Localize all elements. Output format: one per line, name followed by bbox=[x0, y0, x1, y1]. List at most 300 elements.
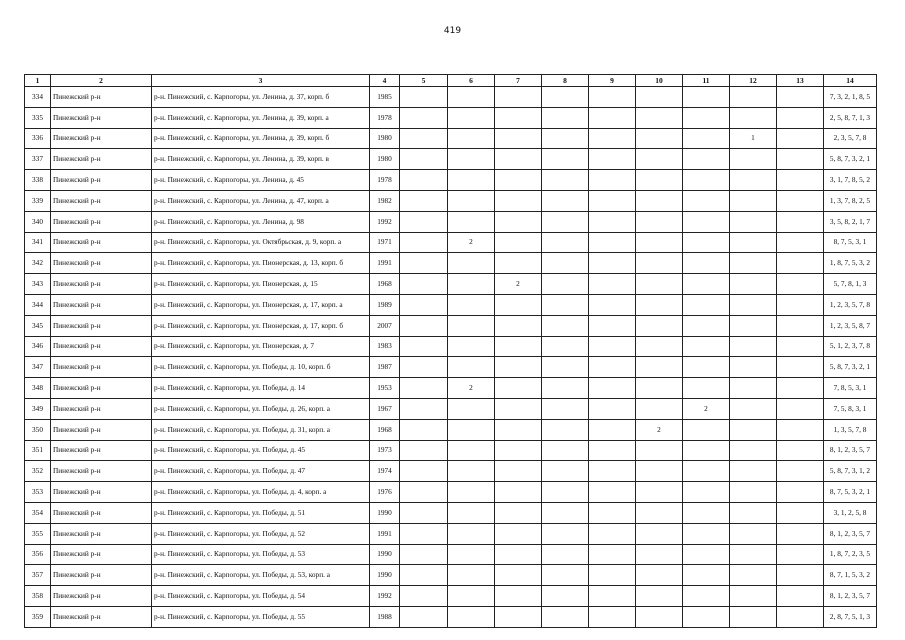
value-cell-col7 bbox=[495, 482, 542, 503]
value-cell-col11 bbox=[683, 357, 730, 378]
value-cell-col9 bbox=[589, 274, 636, 295]
value-cell-col11 bbox=[683, 419, 730, 440]
value-cell-col9 bbox=[589, 253, 636, 274]
value-cell-col7 bbox=[495, 149, 542, 170]
value-cell-col6: 2 bbox=[448, 378, 495, 399]
codes-cell: 1, 2, 3, 5, 8, 7 bbox=[824, 315, 877, 336]
year-cell: 1967 bbox=[370, 398, 400, 419]
value-cell-col5 bbox=[400, 211, 448, 232]
value-cell-col8 bbox=[542, 170, 589, 191]
value-cell-col9 bbox=[589, 378, 636, 399]
value-cell-col7 bbox=[495, 378, 542, 399]
district-cell: Пинежский р-н bbox=[51, 502, 152, 523]
value-cell-col12 bbox=[730, 274, 777, 295]
codes-cell: 7, 5, 8, 3, 1 bbox=[824, 398, 877, 419]
value-cell-col13 bbox=[777, 294, 824, 315]
row-number-cell: 341 bbox=[25, 232, 51, 253]
column-header-7: 7 bbox=[495, 75, 542, 87]
value-cell-col7 bbox=[495, 419, 542, 440]
address-cell: р-н. Пинежский, с. Карпогоры, ул. Победы, д. 51 bbox=[152, 502, 370, 523]
address-cell: р-н. Пинежский, с. Карпогоры, ул. Победы, д. 54 bbox=[152, 586, 370, 607]
address-cell: р-н. Пинежский, с. Карпогоры, ул. Победы, д. 31, корп. а bbox=[152, 419, 370, 440]
value-cell-col10 bbox=[636, 107, 683, 128]
address-cell: р-н. Пинежский, с. Карпогоры, ул. Ленина, д. 45 bbox=[152, 170, 370, 191]
codes-cell: 2, 3, 5, 7, 8 bbox=[824, 128, 877, 149]
row-number-cell: 343 bbox=[25, 274, 51, 295]
year-cell: 1991 bbox=[370, 523, 400, 544]
value-cell-col12 bbox=[730, 502, 777, 523]
value-cell-col8 bbox=[542, 357, 589, 378]
value-cell-col13 bbox=[777, 336, 824, 357]
value-cell-col12 bbox=[730, 190, 777, 211]
codes-cell: 8, 1, 2, 3, 5, 7 bbox=[824, 586, 877, 607]
value-cell-col13 bbox=[777, 461, 824, 482]
value-cell-col8 bbox=[542, 274, 589, 295]
value-cell-col5 bbox=[400, 461, 448, 482]
address-cell: р-н. Пинежский, с. Карпогоры, ул. Ленина, д. 98 bbox=[152, 211, 370, 232]
value-cell-col10 bbox=[636, 336, 683, 357]
value-cell-col13 bbox=[777, 315, 824, 336]
value-cell-col10 bbox=[636, 586, 683, 607]
year-cell: 1978 bbox=[370, 107, 400, 128]
value-cell-col8 bbox=[542, 294, 589, 315]
value-cell-col6 bbox=[448, 606, 495, 627]
value-cell-col11 bbox=[683, 440, 730, 461]
address-cell: р-н. Пинежский, с. Карпогоры, ул. Победы, д. 14 bbox=[152, 378, 370, 399]
column-header-13: 13 bbox=[777, 75, 824, 87]
value-cell-col12 bbox=[730, 107, 777, 128]
table-row bbox=[25, 419, 877, 440]
value-cell-col6 bbox=[448, 190, 495, 211]
value-cell-col6 bbox=[448, 149, 495, 170]
value-cell-col6 bbox=[448, 87, 495, 108]
year-cell: 1978 bbox=[370, 170, 400, 191]
table-row bbox=[25, 336, 877, 357]
column-header-1: 1 bbox=[25, 75, 51, 87]
codes-cell: 5, 8, 7, 3, 2, 1 bbox=[824, 357, 877, 378]
row-number-cell: 348 bbox=[25, 378, 51, 399]
value-cell-col6 bbox=[448, 482, 495, 503]
value-cell-col5 bbox=[400, 253, 448, 274]
district-cell: Пинежский р-н bbox=[51, 232, 152, 253]
column-header-3: 3 bbox=[152, 75, 370, 87]
district-cell: Пинежский р-н bbox=[51, 336, 152, 357]
row-number-cell: 347 bbox=[25, 357, 51, 378]
value-cell-col7 bbox=[495, 565, 542, 586]
district-cell: Пинежский р-н bbox=[51, 87, 152, 108]
value-cell-col7 bbox=[495, 128, 542, 149]
row-number-cell: 350 bbox=[25, 419, 51, 440]
value-cell-col9 bbox=[589, 606, 636, 627]
value-cell-col10 bbox=[636, 170, 683, 191]
value-cell-col12 bbox=[730, 253, 777, 274]
table-row bbox=[25, 253, 877, 274]
value-cell-col6 bbox=[448, 107, 495, 128]
value-cell-col13 bbox=[777, 253, 824, 274]
row-number-cell: 340 bbox=[25, 211, 51, 232]
year-cell: 1976 bbox=[370, 482, 400, 503]
table-row bbox=[25, 586, 877, 607]
value-cell-col8 bbox=[542, 336, 589, 357]
year-cell: 1968 bbox=[370, 274, 400, 295]
table-row bbox=[25, 128, 877, 149]
table-row bbox=[25, 357, 877, 378]
value-cell-col6 bbox=[448, 294, 495, 315]
value-cell-col11 bbox=[683, 128, 730, 149]
value-cell-col13 bbox=[777, 107, 824, 128]
value-cell-col8 bbox=[542, 565, 589, 586]
value-cell-col5 bbox=[400, 170, 448, 191]
value-cell-col11 bbox=[683, 544, 730, 565]
value-cell-col11 bbox=[683, 482, 730, 503]
value-cell-col5 bbox=[400, 502, 448, 523]
district-cell: Пинежский р-н bbox=[51, 107, 152, 128]
value-cell-col8 bbox=[542, 398, 589, 419]
value-cell-col6 bbox=[448, 211, 495, 232]
row-number-cell: 346 bbox=[25, 336, 51, 357]
value-cell-col8 bbox=[542, 419, 589, 440]
value-cell-col13 bbox=[777, 502, 824, 523]
value-cell-col9 bbox=[589, 190, 636, 211]
value-cell-col13 bbox=[777, 190, 824, 211]
value-cell-col11 bbox=[683, 378, 730, 399]
value-cell-col8 bbox=[542, 107, 589, 128]
address-cell: р-н. Пинежский, с. Карпогоры, ул. Победы, д. 10, корп. б bbox=[152, 357, 370, 378]
value-cell-col6 bbox=[448, 502, 495, 523]
table-row bbox=[25, 502, 877, 523]
row-number-cell: 356 bbox=[25, 544, 51, 565]
district-cell: Пинежский р-н bbox=[51, 149, 152, 170]
value-cell-col6 bbox=[448, 440, 495, 461]
value-cell-col10 bbox=[636, 606, 683, 627]
value-cell-col11 bbox=[683, 586, 730, 607]
row-number-cell: 339 bbox=[25, 190, 51, 211]
value-cell-col8 bbox=[542, 149, 589, 170]
value-cell-col10 bbox=[636, 294, 683, 315]
value-cell-col11 bbox=[683, 606, 730, 627]
value-cell-col9 bbox=[589, 107, 636, 128]
value-cell-col12 bbox=[730, 523, 777, 544]
year-cell: 1980 bbox=[370, 149, 400, 170]
value-cell-col9 bbox=[589, 461, 636, 482]
district-cell: Пинежский р-н bbox=[51, 378, 152, 399]
address-cell: р-н. Пинежский, с. Карпогоры, ул. Пионерская, д. 15 bbox=[152, 274, 370, 295]
value-cell-col6 bbox=[448, 253, 495, 274]
codes-cell: 2, 8, 7, 5, 1, 3 bbox=[824, 606, 877, 627]
value-cell-col6: 2 bbox=[448, 232, 495, 253]
district-cell: Пинежский р-н bbox=[51, 211, 152, 232]
value-cell-col8 bbox=[542, 461, 589, 482]
district-cell: Пинежский р-н bbox=[51, 294, 152, 315]
value-cell-col7 bbox=[495, 544, 542, 565]
value-cell-col5 bbox=[400, 586, 448, 607]
table-row bbox=[25, 606, 877, 627]
codes-cell: 1, 8, 7, 2, 3, 5 bbox=[824, 544, 877, 565]
value-cell-col10 bbox=[636, 502, 683, 523]
row-number-cell: 338 bbox=[25, 170, 51, 191]
value-cell-col9 bbox=[589, 565, 636, 586]
table-row bbox=[25, 482, 877, 503]
table-row bbox=[25, 87, 877, 108]
column-header-11: 11 bbox=[683, 75, 730, 87]
value-cell-col10 bbox=[636, 315, 683, 336]
value-cell-col8 bbox=[542, 128, 589, 149]
codes-cell: 5, 8, 7, 3, 2, 1 bbox=[824, 149, 877, 170]
codes-cell: 1, 3, 7, 8, 2, 5 bbox=[824, 190, 877, 211]
address-cell: р-н. Пинежский, с. Карпогоры, ул. Победы, д. 53 bbox=[152, 544, 370, 565]
address-cell: р-н. Пинежский, с. Карпогоры, ул. Ленина, д. 37, корп. б bbox=[152, 87, 370, 108]
address-cell: р-н. Пинежский, с. Карпогоры, ул. Победы, д. 47 bbox=[152, 461, 370, 482]
address-cell: р-н. Пинежский, с. Карпогоры, ул. Победы, д. 55 bbox=[152, 606, 370, 627]
codes-cell: 3, 1, 7, 8, 5, 2 bbox=[824, 170, 877, 191]
value-cell-col10 bbox=[636, 398, 683, 419]
value-cell-col7 bbox=[495, 211, 542, 232]
value-cell-col5 bbox=[400, 149, 448, 170]
row-number-cell: 357 bbox=[25, 565, 51, 586]
value-cell-col13 bbox=[777, 606, 824, 627]
value-cell-col10 bbox=[636, 232, 683, 253]
row-number-cell: 344 bbox=[25, 294, 51, 315]
address-cell: р-н. Пинежский, с. Карпогоры, ул. Пионерская, д. 7 bbox=[152, 336, 370, 357]
value-cell-col8 bbox=[542, 586, 589, 607]
value-cell-col9 bbox=[589, 232, 636, 253]
codes-cell: 8, 7, 5, 3, 1 bbox=[824, 232, 877, 253]
codes-cell: 2, 5, 8, 7, 1, 3 bbox=[824, 107, 877, 128]
value-cell-col8 bbox=[542, 211, 589, 232]
row-number-cell: 358 bbox=[25, 586, 51, 607]
value-cell-col12 bbox=[730, 378, 777, 399]
value-cell-col12 bbox=[730, 170, 777, 191]
value-cell-col7 bbox=[495, 170, 542, 191]
value-cell-col5 bbox=[400, 482, 448, 503]
value-cell-col11 bbox=[683, 294, 730, 315]
value-cell-col13 bbox=[777, 523, 824, 544]
value-cell-col9 bbox=[589, 398, 636, 419]
district-cell: Пинежский р-н bbox=[51, 253, 152, 274]
address-cell: р-н. Пинежский, с. Карпогоры, ул. Ленина, д. 39, корп. а bbox=[152, 107, 370, 128]
value-cell-col13 bbox=[777, 170, 824, 191]
row-number-cell: 337 bbox=[25, 149, 51, 170]
value-cell-col10 bbox=[636, 253, 683, 274]
codes-cell: 8, 1, 2, 3, 5, 7 bbox=[824, 440, 877, 461]
address-cell: р-н. Пинежский, с. Карпогоры, ул. Пионерская, д. 17, корп. а bbox=[152, 294, 370, 315]
value-cell-col13 bbox=[777, 565, 824, 586]
district-cell: Пинежский р-н bbox=[51, 544, 152, 565]
value-cell-col7 bbox=[495, 357, 542, 378]
value-cell-col11 bbox=[683, 502, 730, 523]
value-cell-col12 bbox=[730, 87, 777, 108]
table-row bbox=[25, 378, 877, 399]
value-cell-col10 bbox=[636, 440, 683, 461]
value-cell-col11: 2 bbox=[683, 398, 730, 419]
codes-cell: 8, 7, 1, 5, 3, 2 bbox=[824, 565, 877, 586]
value-cell-col5 bbox=[400, 315, 448, 336]
codes-cell: 1, 3, 5, 7, 8 bbox=[824, 419, 877, 440]
address-cell: р-н. Пинежский, с. Карпогоры, ул. Победы, д. 26, корп. а bbox=[152, 398, 370, 419]
value-cell-col9 bbox=[589, 128, 636, 149]
row-number-cell: 349 bbox=[25, 398, 51, 419]
value-cell-col5 bbox=[400, 232, 448, 253]
value-cell-col5 bbox=[400, 294, 448, 315]
year-cell: 1989 bbox=[370, 294, 400, 315]
row-number-cell: 355 bbox=[25, 523, 51, 544]
year-cell: 1992 bbox=[370, 211, 400, 232]
value-cell-col10 bbox=[636, 461, 683, 482]
value-cell-col7 bbox=[495, 294, 542, 315]
value-cell-col9 bbox=[589, 294, 636, 315]
value-cell-col7 bbox=[495, 253, 542, 274]
value-cell-col12 bbox=[730, 315, 777, 336]
value-cell-col11 bbox=[683, 315, 730, 336]
value-cell-col12 bbox=[730, 336, 777, 357]
value-cell-col5 bbox=[400, 606, 448, 627]
value-cell-col5 bbox=[400, 128, 448, 149]
value-cell-col5 bbox=[400, 357, 448, 378]
value-cell-col10 bbox=[636, 565, 683, 586]
table-row bbox=[25, 170, 877, 191]
codes-cell: 3, 5, 8, 2, 1, 7 bbox=[824, 211, 877, 232]
table-row bbox=[25, 190, 877, 211]
year-cell: 1974 bbox=[370, 461, 400, 482]
address-cell: р-н. Пинежский, с. Карпогоры, ул. Пионерская, д. 17, корп. б bbox=[152, 315, 370, 336]
year-cell: 2007 bbox=[370, 315, 400, 336]
value-cell-col10 bbox=[636, 274, 683, 295]
row-number-cell: 359 bbox=[25, 606, 51, 627]
address-cell: р-н. Пинежский, с. Карпогоры, ул. Победы, д. 53, корп. а bbox=[152, 565, 370, 586]
value-cell-col6 bbox=[448, 419, 495, 440]
value-cell-col5 bbox=[400, 419, 448, 440]
value-cell-col5 bbox=[400, 336, 448, 357]
value-cell-col10 bbox=[636, 128, 683, 149]
value-cell-col8 bbox=[542, 523, 589, 544]
district-cell: Пинежский р-н bbox=[51, 461, 152, 482]
district-cell: Пинежский р-н bbox=[51, 170, 152, 191]
year-cell: 1968 bbox=[370, 419, 400, 440]
value-cell-col6 bbox=[448, 544, 495, 565]
value-cell-col8 bbox=[542, 606, 589, 627]
value-cell-col12 bbox=[730, 440, 777, 461]
value-cell-col6 bbox=[448, 398, 495, 419]
value-cell-col13 bbox=[777, 378, 824, 399]
column-header-8: 8 bbox=[542, 75, 589, 87]
value-cell-col12: 1 bbox=[730, 128, 777, 149]
value-cell-col7 bbox=[495, 461, 542, 482]
district-cell: Пинежский р-н bbox=[51, 190, 152, 211]
column-header-10: 10 bbox=[636, 75, 683, 87]
row-number-cell: 334 bbox=[25, 87, 51, 108]
year-cell: 1992 bbox=[370, 586, 400, 607]
value-cell-col9 bbox=[589, 482, 636, 503]
year-cell: 1991 bbox=[370, 253, 400, 274]
value-cell-col7 bbox=[495, 315, 542, 336]
value-cell-col12 bbox=[730, 606, 777, 627]
district-cell: Пинежский р-н bbox=[51, 315, 152, 336]
value-cell-col11 bbox=[683, 107, 730, 128]
value-cell-col10 bbox=[636, 190, 683, 211]
value-cell-col13 bbox=[777, 211, 824, 232]
column-header-6: 6 bbox=[448, 75, 495, 87]
value-cell-col7 bbox=[495, 440, 542, 461]
district-cell: Пинежский р-н bbox=[51, 586, 152, 607]
value-cell-col13 bbox=[777, 357, 824, 378]
row-number-cell: 354 bbox=[25, 502, 51, 523]
value-cell-col11 bbox=[683, 190, 730, 211]
value-cell-col11 bbox=[683, 232, 730, 253]
value-cell-col12 bbox=[730, 565, 777, 586]
year-cell: 1990 bbox=[370, 544, 400, 565]
value-cell-col10 bbox=[636, 523, 683, 544]
value-cell-col12 bbox=[730, 294, 777, 315]
year-cell: 1985 bbox=[370, 87, 400, 108]
value-cell-col9 bbox=[589, 87, 636, 108]
value-cell-col13 bbox=[777, 398, 824, 419]
table-row bbox=[25, 523, 877, 544]
year-cell: 1983 bbox=[370, 336, 400, 357]
registry-table bbox=[24, 74, 877, 628]
codes-cell: 5, 8, 7, 3, 1, 2 bbox=[824, 461, 877, 482]
table-row bbox=[25, 294, 877, 315]
page-number: 419 bbox=[443, 26, 462, 36]
year-cell: 1973 bbox=[370, 440, 400, 461]
value-cell-col6 bbox=[448, 565, 495, 586]
value-cell-col6 bbox=[448, 128, 495, 149]
value-cell-col8 bbox=[542, 87, 589, 108]
column-header-14: 14 bbox=[824, 75, 877, 87]
value-cell-col9 bbox=[589, 149, 636, 170]
value-cell-col10 bbox=[636, 87, 683, 108]
value-cell-col9 bbox=[589, 544, 636, 565]
value-cell-col9 bbox=[589, 170, 636, 191]
address-cell: р-н. Пинежский, с. Карпогоры, ул. Октябрьская, д. 9, корп. а bbox=[152, 232, 370, 253]
value-cell-col8 bbox=[542, 544, 589, 565]
value-cell-col10 bbox=[636, 357, 683, 378]
table-row bbox=[25, 544, 877, 565]
row-number-cell: 351 bbox=[25, 440, 51, 461]
value-cell-col9 bbox=[589, 357, 636, 378]
codes-cell: 3, 1, 2, 5, 8 bbox=[824, 502, 877, 523]
value-cell-col9 bbox=[589, 586, 636, 607]
value-cell-col7 bbox=[495, 586, 542, 607]
codes-cell: 1, 2, 3, 5, 7, 8 bbox=[824, 294, 877, 315]
codes-cell: 8, 7, 5, 3, 2, 1 bbox=[824, 482, 877, 503]
value-cell-col12 bbox=[730, 211, 777, 232]
value-cell-col9 bbox=[589, 211, 636, 232]
row-number-cell: 345 bbox=[25, 315, 51, 336]
value-cell-col5 bbox=[400, 107, 448, 128]
year-cell: 1953 bbox=[370, 378, 400, 399]
value-cell-col10 bbox=[636, 544, 683, 565]
value-cell-col5 bbox=[400, 523, 448, 544]
value-cell-col13 bbox=[777, 274, 824, 295]
table-row bbox=[25, 565, 877, 586]
table-row bbox=[25, 461, 877, 482]
year-cell: 1990 bbox=[370, 502, 400, 523]
value-cell-col5 bbox=[400, 544, 448, 565]
value-cell-col9 bbox=[589, 440, 636, 461]
district-cell: Пинежский р-н bbox=[51, 482, 152, 503]
row-number-cell: 335 bbox=[25, 107, 51, 128]
table-row bbox=[25, 274, 877, 295]
value-cell-col5 bbox=[400, 274, 448, 295]
column-header-9: 9 bbox=[589, 75, 636, 87]
table-row bbox=[25, 232, 877, 253]
value-cell-col8 bbox=[542, 253, 589, 274]
value-cell-col7 bbox=[495, 107, 542, 128]
district-cell: Пинежский р-н bbox=[51, 128, 152, 149]
value-cell-col11 bbox=[683, 461, 730, 482]
value-cell-col6 bbox=[448, 274, 495, 295]
value-cell-col8 bbox=[542, 440, 589, 461]
